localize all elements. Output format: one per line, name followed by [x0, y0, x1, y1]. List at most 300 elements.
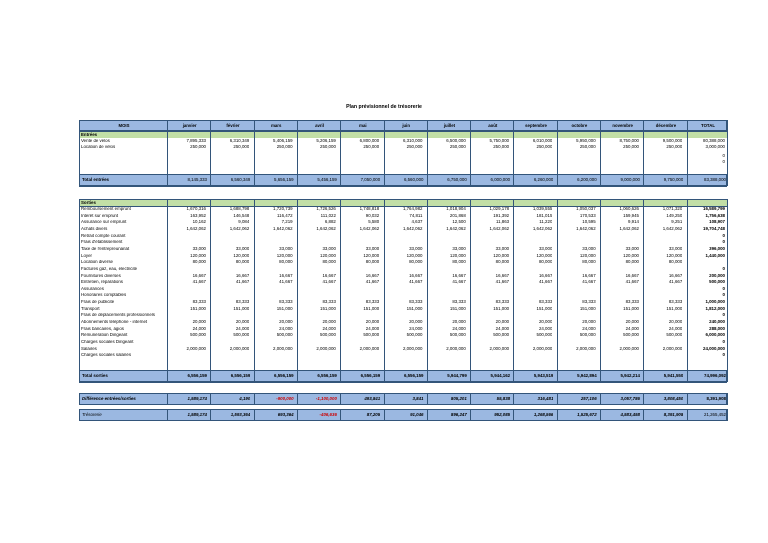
grid-line-vertical	[513, 120, 514, 186]
row-total: 0	[722, 340, 725, 344]
month-value: 1,642,062	[619, 226, 639, 231]
month-value: 250,000	[233, 145, 250, 149]
grid-line-horizontal	[79, 370, 727, 371]
month-value: 91,046	[410, 412, 424, 417]
grid-line-vertical	[643, 393, 644, 405]
month-value: 1,720,739	[273, 207, 293, 211]
month-value: 3,057,786	[620, 396, 640, 401]
month-value: 41,667	[279, 280, 293, 285]
month-value: 952,085	[494, 412, 511, 417]
month-value: 1,029,178	[489, 207, 510, 211]
header-month: février	[226, 123, 240, 128]
month-value: -900,000	[276, 396, 294, 401]
month-value: 1,050,037	[576, 207, 596, 211]
sorties-row	[79, 347, 727, 353]
month-value: 87,205	[366, 412, 381, 417]
month-value: 83,333	[322, 300, 336, 305]
grid-line-vertical	[687, 199, 688, 382]
month-value: 500,000	[233, 333, 250, 338]
month-value: 151,000	[320, 306, 336, 311]
grid-line-vertical	[727, 120, 728, 186]
difference-row	[79, 393, 727, 405]
month-value: 41,667	[495, 280, 510, 285]
month-value: 493,841	[364, 396, 381, 401]
month-value: 250,000	[320, 145, 336, 149]
sorties-row	[79, 307, 727, 313]
month-value: 16,667	[365, 273, 380, 278]
row-label: Location de vélos	[81, 145, 116, 149]
month-value: 24,000	[625, 326, 639, 331]
month-value: 90,032	[365, 213, 380, 218]
grid-line-horizontal	[79, 199, 727, 200]
month-value: 2,000,000	[402, 346, 423, 351]
grid-line-vertical	[297, 199, 298, 382]
sorties-section-band	[79, 199, 727, 206]
month-value: 1,642,062	[532, 226, 553, 231]
row-total: 108,907	[709, 220, 725, 225]
header-month: août	[488, 123, 498, 128]
grid-line-vertical	[427, 120, 428, 186]
month-value: 5,580	[368, 220, 380, 225]
month-value: 4,637	[411, 220, 423, 225]
month-value: 5,941,550	[663, 373, 684, 378]
grid-line-vertical	[210, 120, 211, 186]
month-value: 33,000	[452, 246, 466, 251]
month-value: 6,556,159	[403, 373, 424, 378]
month-value: 5,456,159	[317, 177, 337, 182]
month-value: 83,333	[582, 300, 596, 305]
header-month: septembre	[525, 123, 547, 128]
sorties-row	[79, 227, 727, 233]
month-value: 20,000	[192, 320, 206, 325]
grid-line-vertical	[643, 409, 644, 421]
header-mois: MOIS	[118, 123, 130, 128]
month-value: 5,406,159	[273, 139, 293, 143]
grid-line-vertical	[643, 199, 644, 382]
month-value: 5,950,000	[576, 139, 596, 143]
row-label: Frais bancaires, agios	[81, 326, 124, 331]
month-value: 120,000	[276, 253, 293, 258]
row-label: Loyer	[81, 253, 92, 258]
month-value: 80,000	[409, 260, 423, 265]
month-value: 20,000	[409, 320, 423, 325]
month-value: 24,000	[279, 326, 293, 331]
row-label: Honoraires comptables	[81, 293, 127, 298]
month-value: 6,556,159	[274, 373, 294, 378]
row-total: 8,391,908	[706, 396, 726, 401]
sorties-row	[79, 353, 727, 359]
sorties-row	[79, 220, 727, 226]
month-value: 500,000	[320, 333, 336, 338]
grid-line-vertical	[557, 199, 558, 382]
grid-line-vertical	[557, 120, 558, 186]
month-value: 2,000,000	[489, 346, 510, 351]
month-value: 151,000	[666, 306, 683, 311]
row-total: 16,589,799	[703, 207, 725, 211]
month-value: 20,000	[668, 320, 683, 325]
row-label: Assurances	[81, 286, 104, 291]
month-value: 41,667	[192, 280, 206, 285]
sorties-row	[79, 327, 727, 333]
month-value: 1,642,062	[229, 226, 250, 231]
entrees-row	[79, 145, 727, 151]
month-value: 250,000	[666, 145, 683, 149]
grid-line-horizontal	[79, 382, 727, 383]
month-value: 5,942,894	[577, 373, 597, 378]
grid-line-vertical	[513, 199, 514, 382]
month-value: 11,863	[495, 220, 510, 225]
month-value: 3,808,450	[663, 396, 684, 401]
sorties-row	[79, 247, 727, 253]
month-value: 120,000	[190, 253, 206, 258]
header-month: juillet	[443, 123, 456, 128]
month-value: 80,000	[538, 260, 553, 265]
month-value: 41,667	[409, 280, 423, 285]
month-value: 116,472	[277, 213, 293, 218]
month-value: -406,636	[319, 412, 337, 417]
month-value: 1,642,062	[402, 226, 423, 231]
sorties-row	[79, 320, 727, 326]
row-total: 0	[722, 286, 725, 291]
month-value: 9,500,000	[662, 139, 683, 143]
month-value: 24,000	[495, 326, 510, 331]
row-total: 0	[722, 240, 725, 245]
month-value: 16,667	[235, 273, 250, 278]
grid-line-horizontal	[79, 206, 727, 207]
grid-line-vertical	[210, 393, 211, 405]
month-value: 151,000	[190, 306, 206, 311]
month-value: 9,914	[628, 220, 639, 225]
month-value: 20,000	[235, 320, 250, 325]
month-value: 120,000	[536, 253, 553, 258]
month-value: 8,145,333	[187, 177, 207, 182]
row-total: 3,000,000	[705, 145, 725, 149]
row-label: Entretien, réparations	[81, 280, 123, 285]
header-month: janvier	[182, 123, 197, 128]
month-value: 9,000,000	[620, 177, 640, 182]
month-value: 80,000	[322, 260, 336, 265]
month-value: 33,000	[365, 246, 380, 251]
month-value: 24,000	[322, 326, 336, 331]
month-value: 80,000	[668, 260, 683, 265]
month-value: 163,952	[190, 213, 206, 218]
month-value: 500,000	[536, 333, 553, 338]
row-label: Frais de déplacements professionnels	[81, 313, 155, 318]
month-value: 500,000	[493, 333, 510, 338]
month-value: 80,000	[495, 260, 510, 265]
sorties-row	[79, 274, 727, 280]
grid-line-vertical	[600, 393, 601, 405]
month-value: 12,500	[452, 220, 466, 225]
row-total: 1,000,000	[705, 300, 725, 305]
row-total: 0	[722, 233, 725, 238]
month-value: 80,000	[365, 260, 380, 265]
month-value: 5,206,159	[316, 139, 336, 143]
month-value: 55,838	[496, 396, 511, 401]
month-value: 33,000	[235, 246, 250, 251]
month-value: 500,000	[666, 333, 683, 338]
month-value: 250,000	[449, 145, 466, 149]
month-value: 500,000	[623, 333, 639, 338]
header-month: novembre	[612, 123, 633, 128]
month-value: 80,000	[279, 260, 293, 265]
grid-line-vertical	[167, 409, 168, 421]
month-value: 41,667	[322, 280, 336, 285]
grid-line-vertical	[427, 409, 428, 421]
row-total: 19,704,748	[703, 226, 725, 231]
month-value: 80,000	[192, 260, 206, 265]
row-label: Remboursement emprunt	[81, 207, 131, 211]
month-value: 24,000	[365, 326, 380, 331]
month-value: 83,333	[452, 300, 466, 305]
month-value: 10,595	[582, 220, 596, 225]
month-value: 151,000	[623, 306, 639, 311]
month-value: 250,000	[363, 145, 380, 149]
row-label: Frais de publicité	[81, 300, 115, 305]
row-label: Abonnements téléphone - internet	[81, 320, 148, 325]
month-value: 4,583,458	[620, 412, 640, 417]
month-value: 1,642,062	[662, 226, 683, 231]
month-value: 41,667	[582, 280, 596, 285]
grid-line-vertical	[297, 393, 298, 405]
header-month: décembre	[655, 123, 677, 128]
grid-line-vertical	[340, 393, 341, 405]
grid-line-vertical	[384, 199, 385, 382]
grid-line-vertical	[687, 120, 688, 186]
month-value: 6,310,349	[229, 139, 250, 143]
month-value: 191,392	[493, 213, 510, 218]
month-value: 1,642,062	[489, 226, 510, 231]
month-value: 20,000	[322, 320, 336, 325]
month-value: 6,260,000	[533, 177, 554, 182]
month-value: 11,220	[539, 220, 553, 225]
grid-line-vertical	[513, 409, 514, 421]
grid-line-vertical	[254, 120, 255, 186]
month-value: 41,667	[365, 280, 380, 285]
sorties-row	[79, 313, 727, 319]
grid-line-vertical	[210, 409, 211, 421]
month-value: 151,000	[233, 306, 250, 311]
month-value: 693,364	[277, 412, 294, 417]
row-total: 80,388,000	[703, 139, 725, 143]
grid-line-vertical	[557, 393, 558, 405]
month-value: 20,000	[625, 320, 639, 325]
grid-line-vertical	[600, 120, 601, 186]
month-value: 151,000	[406, 306, 423, 311]
month-value: 120,000	[623, 253, 639, 258]
row-label: Intérêt sur emprunt	[81, 213, 119, 218]
month-value: 1,764,982	[402, 207, 423, 211]
header-month: mars	[271, 123, 282, 128]
grid-line-vertical	[470, 409, 471, 421]
month-value: 250,000	[406, 145, 423, 149]
month-value: 1,525,672	[577, 412, 597, 417]
grid-line-vertical	[727, 409, 728, 421]
grid-line-horizontal	[79, 131, 727, 132]
month-value: 83,333	[235, 300, 250, 305]
month-value: 20,000	[495, 320, 510, 325]
month-value: 1,589,174	[187, 412, 207, 417]
row-label: Vente de vélos	[81, 139, 110, 143]
grid-line-vertical	[254, 409, 255, 421]
month-value: 33,000	[279, 246, 293, 251]
tresorerie-row	[79, 409, 727, 421]
month-value: 9,251	[671, 220, 683, 225]
grid-line-vertical	[643, 120, 644, 186]
month-value: 120,000	[449, 253, 466, 258]
month-value: 20,000	[538, 320, 553, 325]
month-value: 33,000	[322, 246, 336, 251]
month-value: 41,667	[625, 280, 639, 285]
month-value: 16,667	[495, 273, 510, 278]
grid-line-vertical	[470, 120, 471, 186]
row-total: 0	[722, 293, 725, 298]
row-label: Factures gaz, eau, électricité	[81, 266, 138, 271]
grid-line-vertical	[513, 393, 514, 405]
row-total: 0	[722, 266, 725, 271]
month-value: 1,060,626	[619, 207, 639, 211]
month-value: 83,333	[409, 300, 423, 305]
grid-line-vertical	[79, 199, 80, 382]
grid-line-vertical	[470, 199, 471, 382]
month-value: 1,071,320	[662, 207, 683, 211]
grid-line-vertical	[557, 409, 558, 421]
grid-line-vertical	[384, 409, 385, 421]
month-value: 83,333	[279, 300, 293, 305]
month-value: 6,800,000	[359, 139, 380, 143]
month-value: 83,333	[538, 300, 553, 305]
month-value: 16,667	[538, 273, 553, 278]
month-value: 120,000	[233, 253, 250, 258]
month-value: 20,000	[582, 320, 596, 325]
month-value: 316,481	[537, 396, 554, 401]
month-value: 24,000	[192, 326, 206, 331]
row-label: Charges sociales salariés	[81, 353, 132, 358]
grid-line-vertical	[210, 199, 211, 382]
grid-line-vertical	[384, 120, 385, 186]
month-value: 16,667	[625, 273, 639, 278]
row-label: Assurance sur emprunt	[81, 220, 127, 225]
grid-line-vertical	[384, 393, 385, 405]
month-value: 120,000	[666, 253, 683, 258]
sorties-row	[79, 293, 727, 299]
month-value: 7,219	[281, 220, 293, 225]
grid-line-vertical	[254, 199, 255, 382]
month-value: 151,000	[493, 306, 510, 311]
month-value: 1,688,798	[229, 207, 250, 211]
row-total: 500,000	[709, 280, 725, 285]
month-value: 149,250	[666, 213, 683, 218]
month-value: -1,100,000	[315, 396, 337, 401]
header-month: octobre	[571, 123, 588, 128]
sorties-section-label: Sorties	[81, 200, 96, 205]
grid-line-vertical	[687, 393, 688, 405]
month-value: 2,000,000	[662, 346, 683, 351]
row-total: 1,812,000	[705, 306, 725, 311]
month-value: 7,895,333	[186, 139, 206, 143]
row-label: Location diverse	[81, 260, 113, 265]
month-value: 6,556,159	[360, 373, 381, 378]
month-value: 1,039,555	[532, 207, 553, 211]
month-value: 24,000	[452, 326, 466, 331]
month-value: 120,000	[579, 253, 596, 258]
month-value: 151,000	[449, 306, 466, 311]
month-value: 24,000	[409, 326, 423, 331]
month-value: 170,533	[579, 213, 596, 218]
month-value: 5,656,159	[274, 177, 294, 182]
month-value: 33,000	[582, 246, 596, 251]
month-value: 250,000	[190, 145, 206, 149]
month-value: 16,667	[322, 273, 336, 278]
month-value: 80,000	[452, 260, 466, 265]
month-value: 111,022	[320, 213, 336, 218]
sorties-row	[79, 234, 727, 240]
month-value: 20,000	[452, 320, 466, 325]
grid-line-vertical	[297, 120, 298, 186]
month-value: 80,000	[625, 260, 639, 265]
grid-line-vertical	[167, 120, 168, 186]
row-total: 6,000,000	[705, 333, 725, 338]
sorties-row	[79, 260, 727, 266]
month-value: 1,268,566	[533, 412, 554, 417]
month-value: 1,748,818	[359, 207, 380, 211]
month-value: 83,333	[625, 300, 639, 305]
month-value: 120,000	[406, 253, 423, 258]
month-value: 5,944,162	[490, 373, 511, 378]
month-value: 24,000	[582, 326, 596, 331]
month-value: 500,000	[406, 333, 423, 338]
grid-line-horizontal	[79, 186, 727, 187]
month-value: 6,556,159	[187, 373, 207, 378]
month-value: 146,548	[233, 213, 250, 218]
header-month: avril	[315, 123, 324, 128]
month-value: 6,310,000	[402, 139, 423, 143]
month-value: 5,750,000	[489, 139, 510, 143]
sorties-row	[79, 280, 727, 286]
row-label: Retrait compte courant	[81, 233, 126, 238]
month-value: 2,000,000	[273, 346, 293, 351]
month-value: 500,000	[190, 333, 206, 338]
month-value: 80,000	[235, 260, 250, 265]
grid-line-vertical	[340, 120, 341, 186]
month-value: 500,000	[363, 333, 380, 338]
grid-line-vertical	[470, 393, 471, 405]
month-value: 33,000	[409, 246, 423, 251]
sorties-row	[79, 300, 727, 306]
month-value: 80,000	[582, 260, 596, 265]
row-label: Total entrées	[82, 177, 110, 182]
month-value: 6,882	[324, 220, 336, 225]
row-label: Frais d'établissement	[81, 240, 123, 245]
sorties-row	[79, 254, 727, 260]
row-label: Rémunération Dirigeant	[81, 333, 128, 338]
month-value: 250,000	[579, 145, 596, 149]
month-value: 16,667	[452, 273, 466, 278]
month-value: 151,000	[276, 306, 293, 311]
month-value: 250,000	[536, 145, 553, 149]
month-value: 16,667	[409, 273, 423, 278]
month-value: 6,556,159	[230, 373, 251, 378]
grid-line-vertical	[427, 393, 428, 405]
month-value: 9,084	[238, 220, 250, 225]
month-value: 6,750,000	[447, 177, 467, 182]
month-value: 5,943,519	[533, 373, 554, 378]
month-value: 6,500,000	[446, 139, 466, 143]
grid-line-vertical	[340, 199, 341, 382]
month-value: 1,642,062	[316, 226, 336, 231]
month-value: 257,106	[580, 396, 597, 401]
month-value: 120,000	[320, 253, 336, 258]
